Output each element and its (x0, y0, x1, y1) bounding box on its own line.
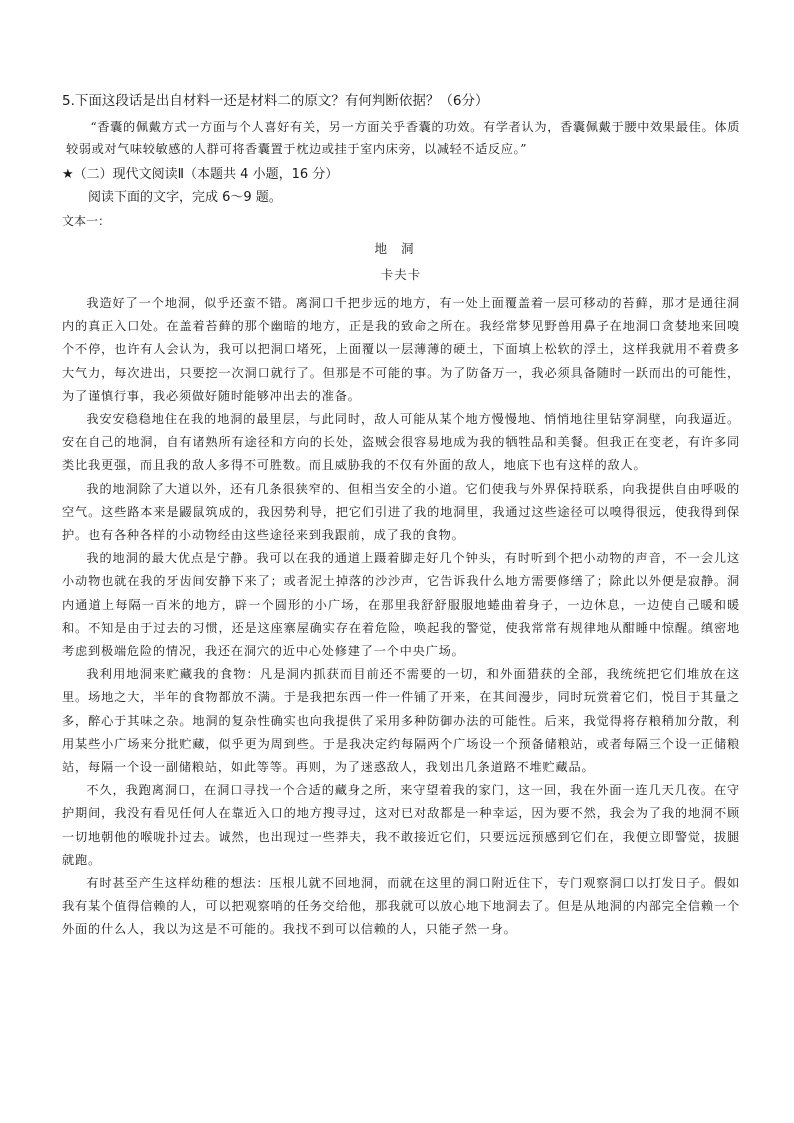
article-paragraph: 我造好了一个地洞，似乎还蛮不错。离洞口千把步远的地方，有一处上面覆盖着一层可移动的苔藓，那才是通往洞内的真正入口处。在盖着苔藓的那个幽暗的地方，正是我的致命之所在。我经常梦见野兽用鼻子在地洞口贪婪地来回嗅个不停，也许有人会认为，我可以把洞口堵死，上面覆以一层薄薄的硬土，下面填上松软的浮土，这样我就用不着费多大气力，每次进出，只要挖一次洞口就行了。但那是不可能的事。为了防备万一，我必须具备随时一跃而出的可能性，为了谨慎行事，我必须做好随时能够冲出去的准备。 (62, 296, 740, 403)
reading-instruction: 阅读下面的文字，完成 6～9 题。 (88, 190, 282, 205)
question-quote: “香囊的佩戴方式一方面与个人喜好有关，另一方面关乎香囊的功效。有学者认为，香囊佩戴于腰中效果最佳。体质较弱或对气味较敏感的人群可将香囊置于枕边或挂于室内床旁，以减轻不适反应。” (66, 120, 740, 156)
text-label: 文本一： (62, 214, 111, 228)
article-paragraph: 我的地洞的最大优点是宁静。我可以在我的通道上蹑着脚走好几个钟头，有时听到个把小动物的声音，不一会儿这小动物也就在我的牙齿间安静下来了；或者泥土掉落的沙沙声，它告诉我什么地方需要修缮了；除此以外便是寂静。洞内通道上每隔一百米的地方，辟一个圆形的小广场，在那里我舒舒服服地蜷曲着身子，一边休息，一边使自己暖和暖和。不知是由于过去的习惯，还是这座寨屋确实存在着危险，唤起我的警觉，使我常常有规律地从酣睡中惊醒。缜密地考虑到极端危险的情况，我还在洞穴的近中心处修建了一个中央广场。 (62, 551, 740, 659)
question-title: 5.下面这段话是出自材料一还是材料二的原文？有何判断依据？（6分） (62, 93, 489, 109)
article-paragraph: 有时甚至产生这样幼稚的想法：压根儿就不回地洞，而就在这里的洞口附近住下，专门观察洞口以打发日子。假如我有某个值得信赖的人，可以把观察哨的任务交给他，那我就可以放心地下地洞去了。但是从地洞的内部完全信赖一个外面的什么人，我以为这是不可能的。我找不到可以信赖的人，只能孑然一身。 (62, 876, 740, 937)
article-paragraph: 我的地洞除了大道以外，还有几条很狭窄的、但相当安全的小道。它们使我与外界保持联系，向我提供自由呼吸的空气。这些路本来是鼹鼠筑成的，我因势利导，把它们引进了我的地洞里，我通过这些途径可以嗅得很远，使我得到保护。也有各种各样的小动物经由这些途径来到我跟前，成了我的食物。 (62, 481, 740, 543)
article-author: 卡夫卡 (380, 267, 422, 282)
document-page (62, 90, 740, 942)
article-paragraph: 不久，我跑离洞口，在洞口寻找一个合适的藏身之所，来守望着我的家门，这一回，我在外面一连几天几夜。在守护期间，我没有看见任何人在靠近入口的地方搜寻过，这对已对敌都是一种幸运，因为要不然，我会为了我的地洞不顾一切地朝他的喉咙扑过去。诚然，也出现过一些莽夫，我不敢接近它们，只要远远预感到它们在，我便立即警觉，拔腿就跑。 (62, 783, 740, 867)
section-heading: ★（二）现代文阅读Ⅱ（本题共 4 小题，16 分） (62, 167, 339, 182)
article-paragraph: 我安安稳稳地住在我的地洞的最里层，与此同时，敌人可能从某个地方慢慢地、悄悄地往里钻穿洞壁，向我逼近。安在自己的地洞，自有诸熟所有途径和方向的长处，盗贼会很容易地成为我的牺牲品和美餐。但我正在变老，有许多同类比我更强，而且我的敌人多得不可胜数。而且威胁我的不仅有外面的敌人，地底下也有这样的敌人。 (62, 412, 740, 473)
article-paragraph: 我利用地洞来贮藏我的食物：凡是洞内抓获而目前还不需要的一切，和外面猎获的全部，我统统把它们堆放在这里。场地之大，半年的食物都放不满。于是我把东西一件一件铺了开来，在其间漫步，同时玩赏着它们，悦目于其量之多，醉心于其味之杂。地洞的复杂性确实也向我提供了采用多种防御办法的可能性。后来，我觉得将存粮稍加分散，利用某些小广场来分批贮藏，似乎更为周到些。于是我决定约每隔两个广场设一个预备储粮站，或者每隔三个设一正储粮站，每隔一个设一副储粮站，如此等等。再则，为了迷惑敌人，我划出几条道路不堆贮藏品。 (62, 667, 740, 775)
article-title: 地洞 (374, 241, 428, 256)
